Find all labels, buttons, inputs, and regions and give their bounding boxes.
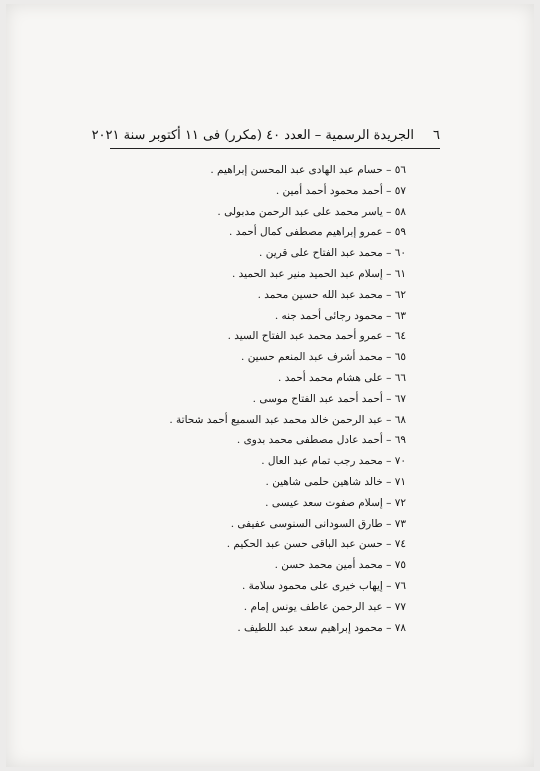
list-item: ٧٨ – محمود إبراهيم سعد عبد اللطيف . (237, 621, 406, 634)
page-header (91, 124, 440, 149)
list-item: ٦١ – إسلام عبد الحميد منير عبد الحميد . (232, 267, 406, 280)
list-item: ٧٠ – محمد رجب تمام عبد العال . (261, 455, 406, 468)
list-item: ٦٤ – عمرو أحمد محمد عبد الفتاح السيد . (227, 330, 406, 343)
list-item: ٧٢ – إسلام صفوت سعد عيسى . (265, 496, 406, 509)
list-item: ٥٨ – ياسر محمد على عبد الرحمن مدبولى . (217, 205, 406, 218)
list-item: ٦٢ – محمد عبد الله حسين محمد . (257, 288, 406, 301)
list-item: ٦٨ – عبد الرحمن خالد محمد عبد السميع أحمد شحاتة . (169, 413, 406, 426)
list-item: ٦٠ – محمد عبد الفتاح على قرين . (259, 247, 406, 260)
list-item: ٧٦ – إيهاب خيرى على محمود سلامة . (241, 579, 406, 592)
list-item: ٧٥ – محمد أمين محمد حسن . (274, 559, 406, 572)
list-item: ٧٣ – طارق السودانى السنوسى عفيفى . (230, 517, 406, 530)
list-item: ٦٦ – على هشام محمد أحمد . (278, 371, 406, 384)
list-item: ٦٧ – أحمد أحمد عبد الفتاح موسى . (252, 392, 406, 405)
list-item: ٥٧ – أحمد محمود أحمد أمين . (275, 184, 406, 197)
names-list (86, 160, 406, 638)
document-page (6, 4, 534, 767)
list-item: ٧١ – خالد شاهين حلمى شاهين . (265, 475, 406, 488)
list-item: ٧٤ – حسن عبد الباقى حسن عبد الحكيم . (226, 538, 406, 551)
page-number: ٦ (433, 128, 440, 143)
list-item: ٦٣ – محمود رجائى أحمد جنه . (274, 309, 406, 322)
list-item: ٥٩ – عمرو إبراهيم مصطفى كمال أحمد . (229, 226, 406, 239)
list-item: ٦٥ – محمد أشرف عبد المنعم حسين . (241, 351, 406, 364)
list-item: ٦٩ – أحمد عادل مصطفى محمد بدوى . (236, 434, 406, 447)
gazette-header-title: الجريدة الرسمية – العدد ٤٠ (مكرر) فى ١١ أكتوبر سنة ٢٠٢١ (91, 128, 414, 143)
list-item: ٧٧ – عبد الرحمن عاطف يونس إمام . (243, 600, 406, 613)
list-item: ٥٦ – حسام عبد الهادى عبد المحسن إبراهيم . (210, 164, 406, 176)
